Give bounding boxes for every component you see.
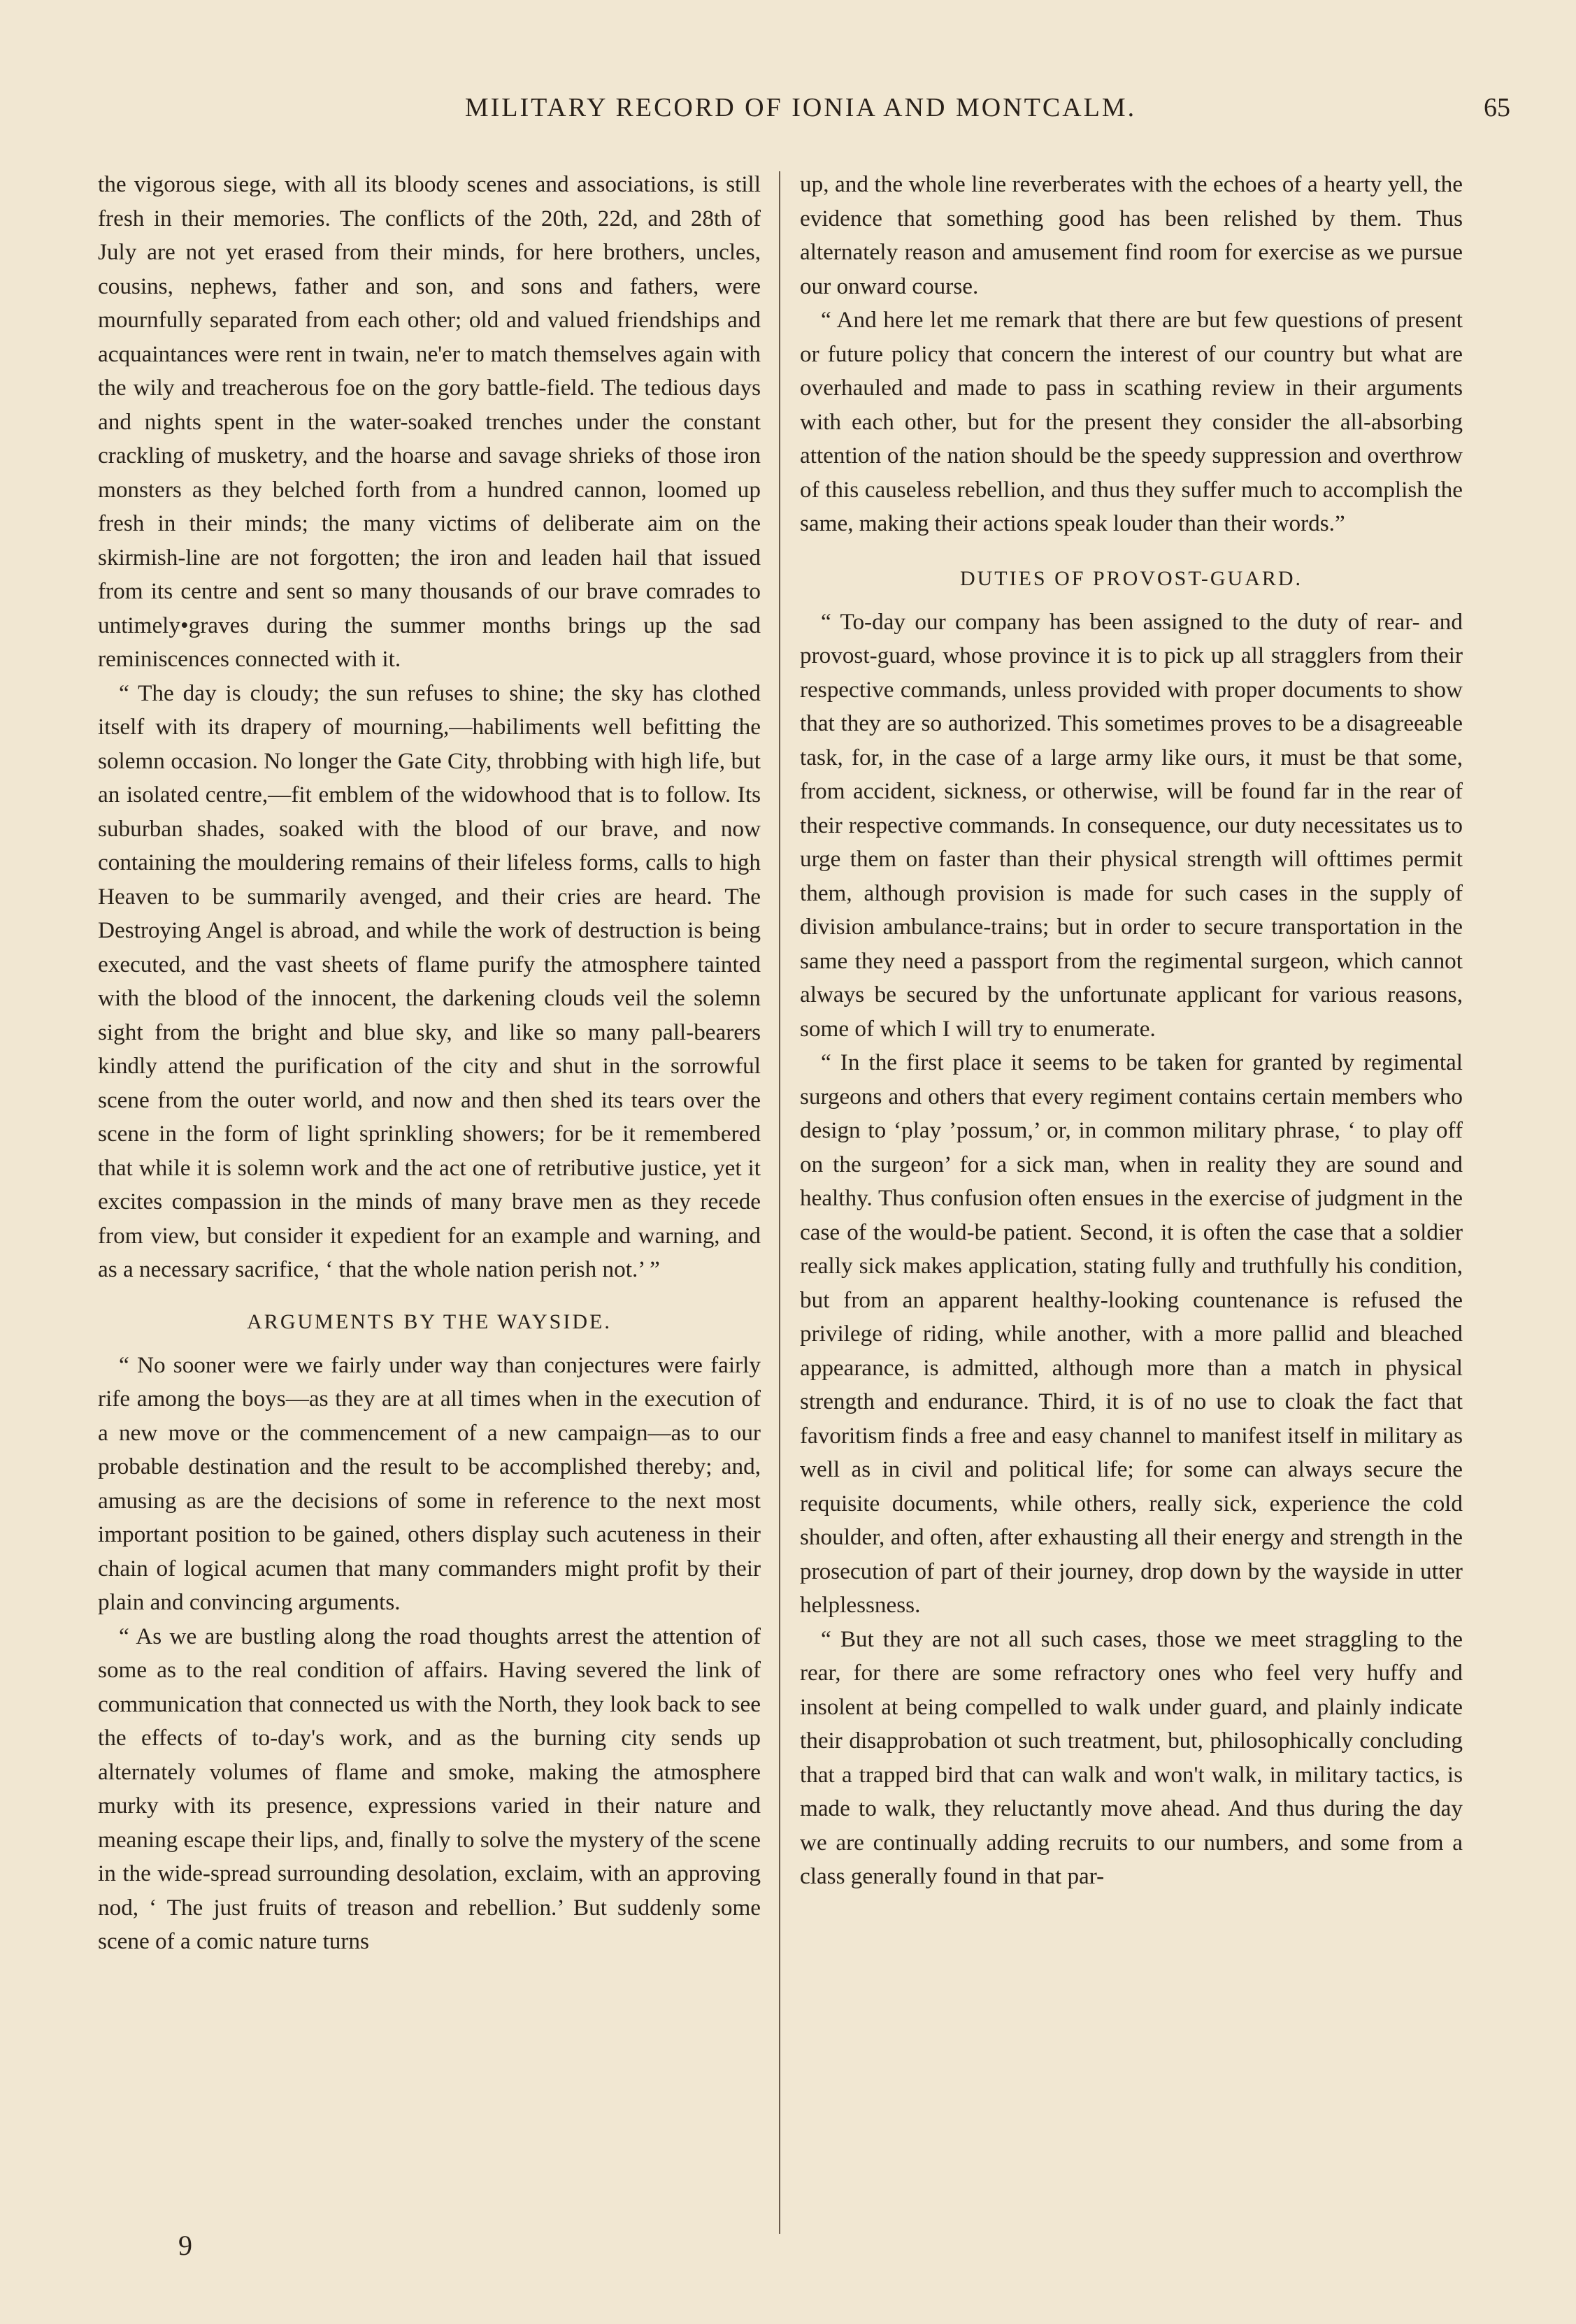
left-column	[98, 168, 761, 2209]
column-divider	[779, 171, 780, 2234]
left-paragraph-3: “ No sooner were we fairly under way than conjectures were fairly rife among the boys—as they are at all times when in the execution of a new move or the commencement of a new campaign—as to our probable destination and the result to be accomplished thereby; and, amusing as are the decisions of some in reference to the next most important position to be gained, others display such acuteness in their chain of logical acumen that many commanders might profit by their plain and convincing arguments.	[98, 1351, 761, 1615]
signature-mark: 9	[178, 2230, 192, 2261]
page-header	[0, 84, 1576, 133]
section-heading-provost-guard: DUTIES OF PROVOST-GUARD.	[959, 566, 1303, 590]
page-number: 65	[1484, 93, 1510, 122]
left-paragraph-2: “ The day is cloudy; the sun refuses to shine; the sky has clothed itself with its drapery of mourning,—habiliments well befitting the solemn occasion. No longer the Gate City, throbbing with high life, but an isolated centre,—fit emblem of the widowhood that is to follow. Its suburban shades, soaked with the blood of our brave, and now containing the mouldering remains of their lifeless forms, calls to high Heaven to be summarily avenged, and their cries are heard. The Destroying Angel is abroad, and while the work of destruction is being executed, and the vast sheets of flame purify the atmosphere tainted with the blood of the innocent, the darkening clouds veil the solemn sight from the bright and blue sky, and like so many pall-bearers kindly attend the purification of the city and shut in the sorrowful scene from the outer world, and now and then shed its tears over the scene in the form of light sprinkling showers; for be it remembered that while it is solemn work and the act one of retributive justice, yet it excites compassion in the minds of many brave men as they recede from view, but consider it expedient for an example and warning, and as a necessary sacrifice, ‘ that the whole nation perish not.’ ”	[98, 680, 761, 1282]
right-paragraph-3: “ To-day our company has been assigned to the duty of rear- and provost-guard, whose province it is to pick up all stragglers from their respective commands, unless provided with proper documents to show that they are so authorized. This sometimes proves to be a disagreeable task, for, in the case of a large army like ours, it must be that some, from accident, sickness, or otherwise, will be found far in the rear of their respective commands. In consequence, our duty necessitates us to urge them on faster than their physical strength will ofttimes permit them, although provision is made for such cases in the supply of division ambulance-trains; but in order to secure transportation in the same they need a passport from the regimental surgeon, which cannot always be secured by the unfortunate applicant for various reasons, some of which I will try to enumerate.	[800, 608, 1463, 1042]
right-paragraph-5: “ But they are not all such cases, those we meet straggling to the rear, for there are some refractory ones who feel very huffy and insolent at being compelled to walk under guard, and plainly indicate their disapprobation ot such treatment, but, philosophically concluding that a trapped bird that can walk and won't walk, in military tactics, is made to walk, they reluctantly move ahead. And thus during the day we are continually adding recruits to our numbers, and some from a class generally found in that par-	[800, 1626, 1463, 1889]
left-paragraph-4: “ As we are bustling along the road thoughts arrest the attention of some as to the real condition of affairs. Having severed the link of communication that connected us with the North, they look back to see the effects of to-day's work, and as the burning city sends up alternately volumes of flame and smoke, making the atmosphere murky with its presence, expressions varied in their nature and meaning escape their lips, and, finally to solve the mystery of the scene in the wide-spread surrounding desolation, exclaim, with an approving nod, ‘ The just fruits of treason and rebellion.’ But suddenly some scene of a comic nature turns	[98, 1623, 761, 1954]
right-paragraph-4: “ In the first place it seems to be taken for granted by regimental surgeons and others that every regiment contains certain members who design to ‘play ’possum,’ or, in common military phrase, ‘ to play off on the surgeon’ for a sick man, when in reality they are sound and healthy. Thus confusion often ensues in the exercise of judgment in the case of the would-be patient. Second, it is often the case that a soldier really sick makes application, stating fully and truthfully his condition, but from an apparent healthy-looking countenance is refused the privilege of riding, while another, with a more pallid and bleached appearance, is admitted, although more than a match in physical strength and endurance. Third, it is of no use to cloak the fact that favoritism finds a free and easy channel to manifest itself in military as well as in civil and political life; for some can always secure the requisite documents, while others, really sick, experience the cold shoulder, and often, after exhausting all their energy and strength in the prosecution of part of their journey, drop down by the wayside in utter helplessness.	[800, 1049, 1463, 1618]
right-paragraph-2: “ And here let me remark that there are but few questions of present or future policy that concern the interest of our country but what are overhauled and made to pass in scathing review in their arguments with each other, but for the present they consider the all-absorbing attention of the nation should be the speedy suppression and overthrow of this causeless rebellion, and thus they suffer much to accomplish the same, making their actions speak louder than their words.”	[800, 307, 1463, 536]
left-paragraph-1: the vigorous siege, with all its bloody scenes and associations, is still fresh in their memories. The conflicts of the 20th, 22d, and 28th of July are not yet erased from their minds, for here brothers, uncles, cousins, nephews, father and son, and sons and fathers, were mournfully separated from each other; old and valued friendships and acquaintances were rent in twain, ne'er to match themselves again with the wily and treacherous foe on the gory battle-field. The tedious days and nights spent in the water-soaked trenches under the constant crackling of musketry, and the hoarse and savage shrieks of those iron monsters as they belched forth from a hundred cannon, loomed up fresh in their minds; the many victims of deliberate aim on the skirmish-line are not forgotten; the iron and leaden hail that issued from its centre and sent so many thousands of our brave comrades to untimely•graves during the summer months brings up the sad reminiscences connected with it.	[98, 171, 761, 672]
right-column	[800, 168, 1463, 2209]
section-heading-arguments: ARGUMENTS BY THE WAYSIDE.	[247, 1310, 612, 1333]
right-paragraph-1: up, and the whole line reverberates with the echoes of a hearty yell, the evidence that something good has been relished by them. Thus alternately reason and amusement find room for exercise as we pursue our onward course.	[800, 171, 1463, 299]
running-title: MILITARY RECORD OF IONIA AND MONTCALM.	[464, 93, 1137, 122]
